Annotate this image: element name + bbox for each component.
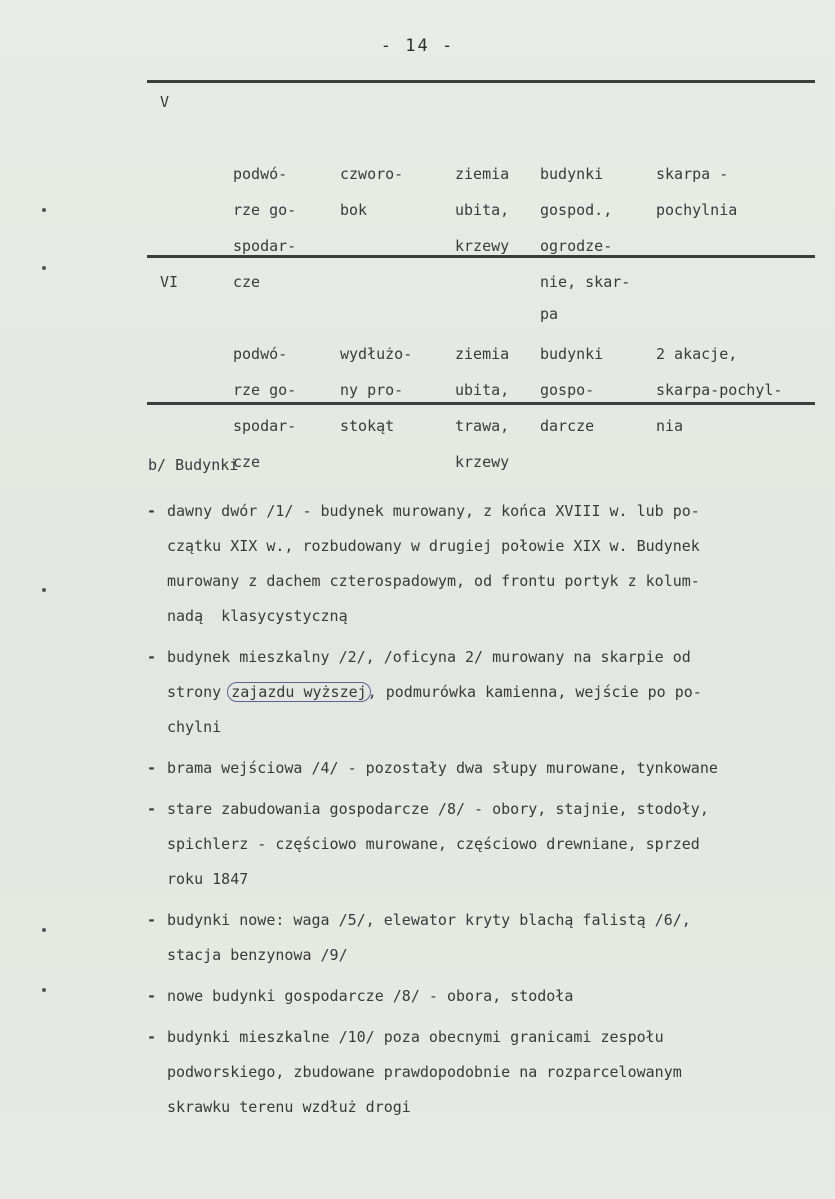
cell-type: podwó- rze go- spodar- cze bbox=[233, 345, 297, 471]
list-item: - budynki nowe: waga /5/, elewator kryty blachą falistą /6/, stacja benzynowa /9/ bbox=[145, 903, 825, 973]
section-title: b/ Budynki bbox=[148, 456, 239, 474]
handwritten-circle-annotation: zajazdu wyższej bbox=[227, 682, 370, 702]
bullet-dash: - bbox=[147, 502, 157, 520]
margin-punch-mark bbox=[42, 266, 46, 270]
cell-type: podwó- rze go- spodar- cze bbox=[233, 165, 297, 291]
cell-shape: wydłużo- ny pro- stokąt bbox=[340, 345, 413, 435]
bullet-dash: - bbox=[147, 800, 157, 818]
cell-shape: czworo- bok bbox=[340, 165, 404, 219]
cell-buildings: budynki gospo- darcze bbox=[540, 345, 604, 435]
cell-surface: ziemia ubita, trawa, krzewy bbox=[455, 345, 510, 471]
list-item: - brama wejściowa /4/ - pozostały dwa słupy murowane, tynkowane bbox=[145, 751, 825, 786]
cell-features: skarpa - pochylnia bbox=[656, 165, 738, 219]
row-number: V bbox=[160, 93, 170, 111]
cell-surface: ziemia ubita, krzewy bbox=[455, 165, 510, 255]
cell-buildings: budynki gospod., ogrodze- nie, skar- pa bbox=[540, 165, 631, 323]
margin-punch-mark bbox=[42, 588, 46, 592]
page-number: - 14 - bbox=[380, 36, 455, 56]
bullet-dash: - bbox=[147, 759, 157, 777]
list-item: - budynki mieszkalne /10/ poza obecnymi granicami zespołu podworskiego, zbudowane prawdopodobnie na rozparcelowanym skrawku terenu wzdłuż drogi bbox=[145, 1020, 825, 1125]
cell-features: 2 akacje, skarpa-pochyl- nia bbox=[656, 345, 783, 435]
list-item: - budynek mieszkalny /2/, /oficyna 2/ murowany na skarpie od strony zajazdu wyższej, podmurówka kamienna, wejście po po- chylni bbox=[145, 640, 825, 745]
margin-punch-mark bbox=[42, 988, 46, 992]
list-item: - stare zabudowania gospodarcze /8/ - obory, stajnie, stodoły, spichlerz - częściowo murowane, częściowo drewniane, sprzed roku 1847 bbox=[145, 792, 825, 897]
table-rule-bottom bbox=[147, 402, 815, 405]
table-row-divider bbox=[147, 255, 815, 258]
bullet-dash: - bbox=[147, 987, 157, 1005]
list-item: - nowe budynki gospodarcze /8/ - obora, stodoła bbox=[145, 979, 825, 1014]
bullet-dash: - bbox=[147, 911, 157, 929]
table-rule-top bbox=[147, 80, 815, 83]
margin-punch-mark bbox=[42, 928, 46, 932]
margin-punch-mark bbox=[42, 208, 46, 212]
row-number: VI bbox=[160, 273, 179, 291]
buildings-list bbox=[145, 494, 825, 1131]
bullet-dash: - bbox=[147, 1028, 157, 1046]
list-item: - dawny dwór /1/ - budynek murowany, z końca XVIII w. lub po- czątku XIX w., rozbudowany w drugiej połowie XIX w. Budynek murowany z dachem czterospadowym, od frontu portyk z kolum- nadą klasycystyczną bbox=[145, 494, 825, 634]
bullet-dash: - bbox=[147, 648, 157, 666]
